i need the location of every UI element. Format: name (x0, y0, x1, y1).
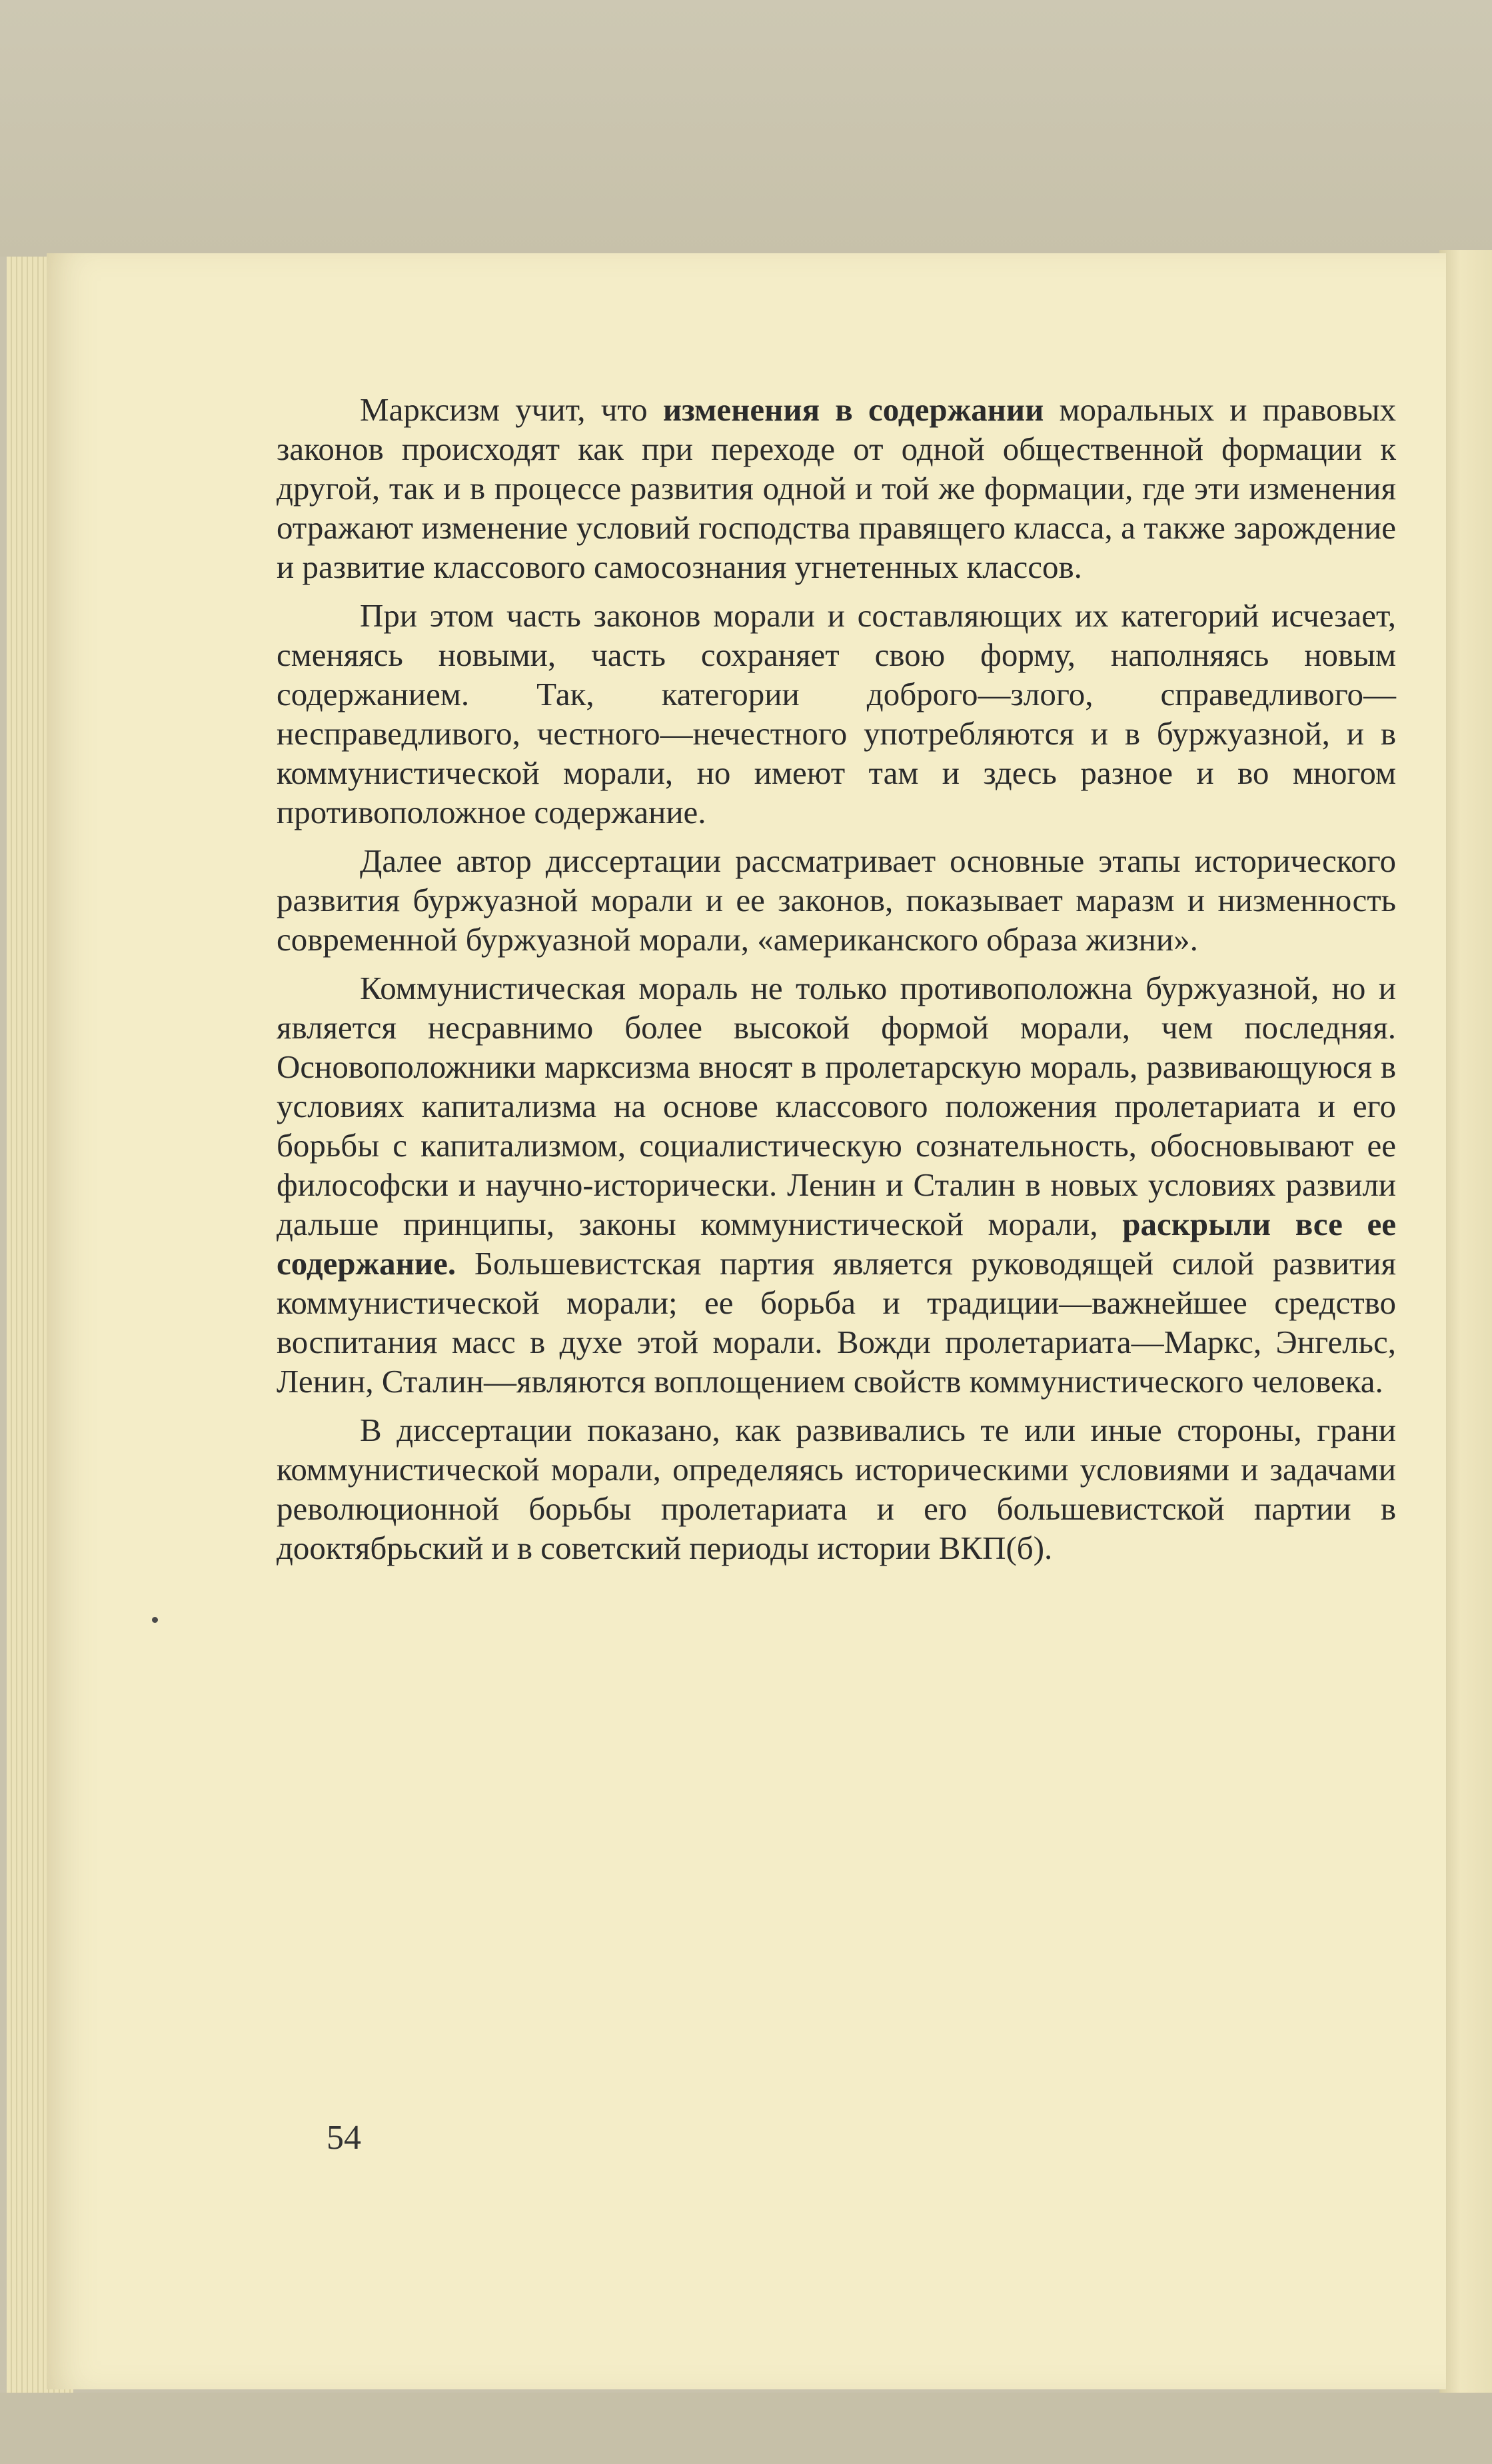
paragraph-4: Коммунистическая мораль не только противоположна буржуазной, но и является несравнимо более высокой формой морали, чем последняя. Основоположники марксизма вносят в пролетарскую мораль, развивающуюся в условиях капитализма на основе классового положения пролетариата и его борьбы с капитализмом, социалистическую сознательность, обосновывают ее философски и научно-исторически. Ленин и Сталин в новых условиях развили дальше принципы, законы коммунистической морали, раскрыли все ее содержание. Большевистская партия является руководящей силой развития коммунистической морали; ее борьба и традиции—важнейшее средство воспитания масс в духе этой морали. Вожди пролетариата—Маркс, Энгельс, Ленин, Сталин—являются воплощением свойств коммунистического человека. (277, 970, 1396, 1400)
paragraph-1: Марксизм учит, что изменения в содержании моральных и правовых законов происходят как при переходе от одной общественной формации к другой, так и в процессе развития одной и той же формации, где эти изменения отражают изменение условий господства правящего класса, а также зарождение и развитие классового самосознания угнетенных классов. (277, 391, 1396, 585)
paragraph-5: В диссертации показано, как развивались те или иные стороны, грани коммунистической морали, определяясь историческими условиями и задачами революционной борьбы пролетариата и его большевистской партии в дооктябрьский и в советский периоды истории ВКП(б). (277, 1412, 1396, 1566)
paragraph-3: Далее автор диссертации рассматривает основные этапы исторического развития буржуазной морали и ее законов, показывает маразм и низменность современной буржуазной морали, «американского образа жизни». (277, 842, 1396, 958)
margin-dot (152, 1617, 158, 1623)
adjacent-page-edge (1439, 250, 1492, 2393)
page-number: 54 (327, 2119, 361, 2157)
paragraph-2: При этом часть законов морали и составляющих их категорий исчезает, сменяясь новыми, часть сохраняет свою форму, наполняясь новым содержанием. Так, категории доброго—злого, справедливого—несправедливого, честного—нечестного употребляются и в буржуазной, и в коммунистической морали, но имеют там и здесь разное и во многом противоположное содержание. (277, 597, 1396, 830)
page-text (277, 390, 1396, 1577)
bold-phrase: изменения в содержании (662, 391, 1044, 428)
scan-background-top (0, 0, 1492, 257)
scan-background-bottom (0, 2393, 1492, 2464)
bold-phrase: раскрыли все ее содержание. (277, 1206, 1396, 1282)
